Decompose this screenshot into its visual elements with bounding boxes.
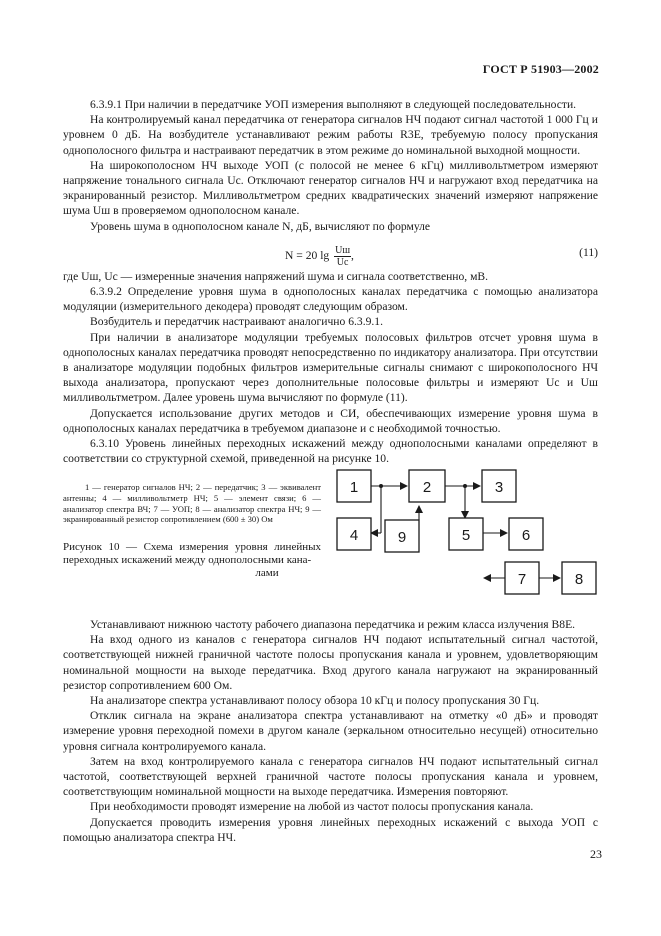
paragraph: Допускается проводить измерения уровня линейных переходных искажений с выхода УОП с помощью анализатора спектра НЧ.: [63, 815, 598, 844]
figure-caption: [63, 541, 321, 580]
junction-dot: [379, 484, 383, 488]
figure-caption-last: лами: [255, 567, 279, 579]
paragraph: На анализаторе спектра устанавливают полосу обзора 10 кГц и полосу пропускания 30 Гц.: [90, 694, 540, 708]
document-header: ГОСТ Р 51903—2002: [482, 62, 599, 76]
block-6-label: 6: [521, 527, 531, 544]
formula-number: (11): [579, 245, 598, 259]
bottom-text-block: [63, 617, 598, 845]
formula-expression: [285, 245, 354, 268]
paragraph: Затем на вход контролируемого канала с генератора сигналов НЧ подают испытательный сигнал частотой, соответствующей верхней граничной частоте полосы пропускания канала и уровнем, соответствующим номинальной мощности на выходе передатчика. Измерения повторяют.: [63, 754, 598, 799]
block-2-label: 2: [422, 479, 432, 496]
paragraph: 6.3.9.1 При наличии в передатчике УОП измерения выполняют в следующей последовательности.: [90, 98, 577, 111]
block-3-label: 3: [494, 479, 504, 496]
block-8-label: 8: [574, 571, 584, 588]
paragraph: 6.3.9.2 Определение уровня шума в однополосных каналах передатчика с помощью анализатора модуляции (измерительного декодера) проводят следующим образом.: [63, 285, 598, 314]
formula-numerator: Uш: [335, 244, 351, 256]
paragraph: 6.3.10 Уровень линейных переходных искажений между однополосными каналами определяют в соответствии со структурной схемой, приведенной на рисунке 10.: [63, 437, 598, 466]
figure-caption-main: Рисунок 10 — Схема измерения уровня линейных переходных искажений между однополосными кана-: [63, 541, 321, 566]
paragraph: На широкополосном НЧ выходе УОП (с полосой не менее 6 кГц) милливольтметром измеряют напряжение тонального сигнала Uс. Отключают генератор сигналов НЧ и нагружают вход передатчика на экранированный резистор. Милливольтметром средних квадратических значений измеряют напряжение шума Uш в проверяемом однополосном канале.: [63, 158, 598, 218]
formula-11: [63, 236, 598, 269]
junction-dot: [463, 484, 467, 488]
block-diagram: [328, 465, 608, 605]
paragraph: где Uш, Uс — измеренные значения напряжений шума и сигнала соответственно, мВ.: [63, 269, 489, 283]
paragraph: Возбудитель и передатчик настраивают аналогично 6.3.9.1.: [90, 315, 383, 329]
paragraph: На вход одного из каналов с генератора сигналов НЧ подают испытательный сигнал частотой, соответствующей нижней граничной частоте полосы пропускания канала и уровнем, удовлетворяющим номинальной мощности на выходе передатчика. Вход другого канала нагружают на экранированный резистор сопротивлением 600 Ом.: [63, 633, 598, 692]
paragraph: Допускается использование других методов и СИ, обеспечивающих измерение уровня шума в однополосных каналах передатчика в требуемом диапазоне и с необходимой точностью.: [63, 406, 598, 435]
paragraph: При наличии в анализаторе модуляции требуемых полосовых фильтров отсчет уровня шума в однополосных каналах передатчика проводят непосредственно по индикатору анализатора. При отсутствии в анализаторе модуляции подобных фильтров измерительные сигналы снимают с широкополосного НЧ выхода анализатора, пропускают через дополнительные полосовые фильтры и измеряют Uс и Uш милливольтметром. Далее уровень шума вычисляют по формуле (11).: [63, 330, 598, 405]
paragraph: Отклик сигнала на экране анализатора спектра устанавливают на отметку «0 дБ» и проводят измерение уровня переходной помехи в другом канале (зеркальном относительно несущей) относительно уровня сигнала контролируемого канала.: [63, 709, 598, 753]
block-5-label: 5: [461, 527, 471, 544]
formula-denominator: Uс: [336, 256, 349, 268]
block-9-label: 9: [397, 529, 407, 546]
formula-fraction: [334, 245, 351, 268]
paragraph: Уровень шума в однополосном канале N, дБ, вычисляют по формуле: [90, 219, 431, 233]
block-4-label: 4: [349, 527, 359, 544]
block-7-label: 7: [517, 571, 527, 588]
top-text-block: [63, 97, 598, 466]
paragraph: При необходимости проводят измерение на любой из частот полосы пропускания канала.: [90, 800, 534, 814]
paragraph: На контролируемый канал передатчика от генератора сигналов НЧ подают сигнал частотой 1 000 Гц и уровнем 0 дБ. На возбудителе устанавливают режим работы R3E, требуемую полосу пропускания однополосного фильтра и настраивают передатчик в этом режиме до номинальной выходной мощности.: [63, 113, 598, 157]
page-number: 23: [590, 847, 602, 861]
block-1-label: 1: [349, 479, 359, 496]
formula-tail: ,: [351, 248, 354, 262]
figure-legend: 1 — генератор сигналов НЧ; 2 — передатчик; 3 — эквивалент антенны; 4 — милливольтметр НЧ; 5 — элемент связи; 6 — анализатор спектра ВЧ; 7 — УОП; 8 — анализатор спектра НЧ; 9 — экранированный резистор сопротивлением (600 ± 30) Ом: [63, 482, 321, 525]
formula-lhs: N = 20 lg: [285, 248, 330, 262]
paragraph: Устанавливают нижнюю частоту рабочего диапазона передатчика и режим класса излучения B8E.: [90, 618, 576, 631]
